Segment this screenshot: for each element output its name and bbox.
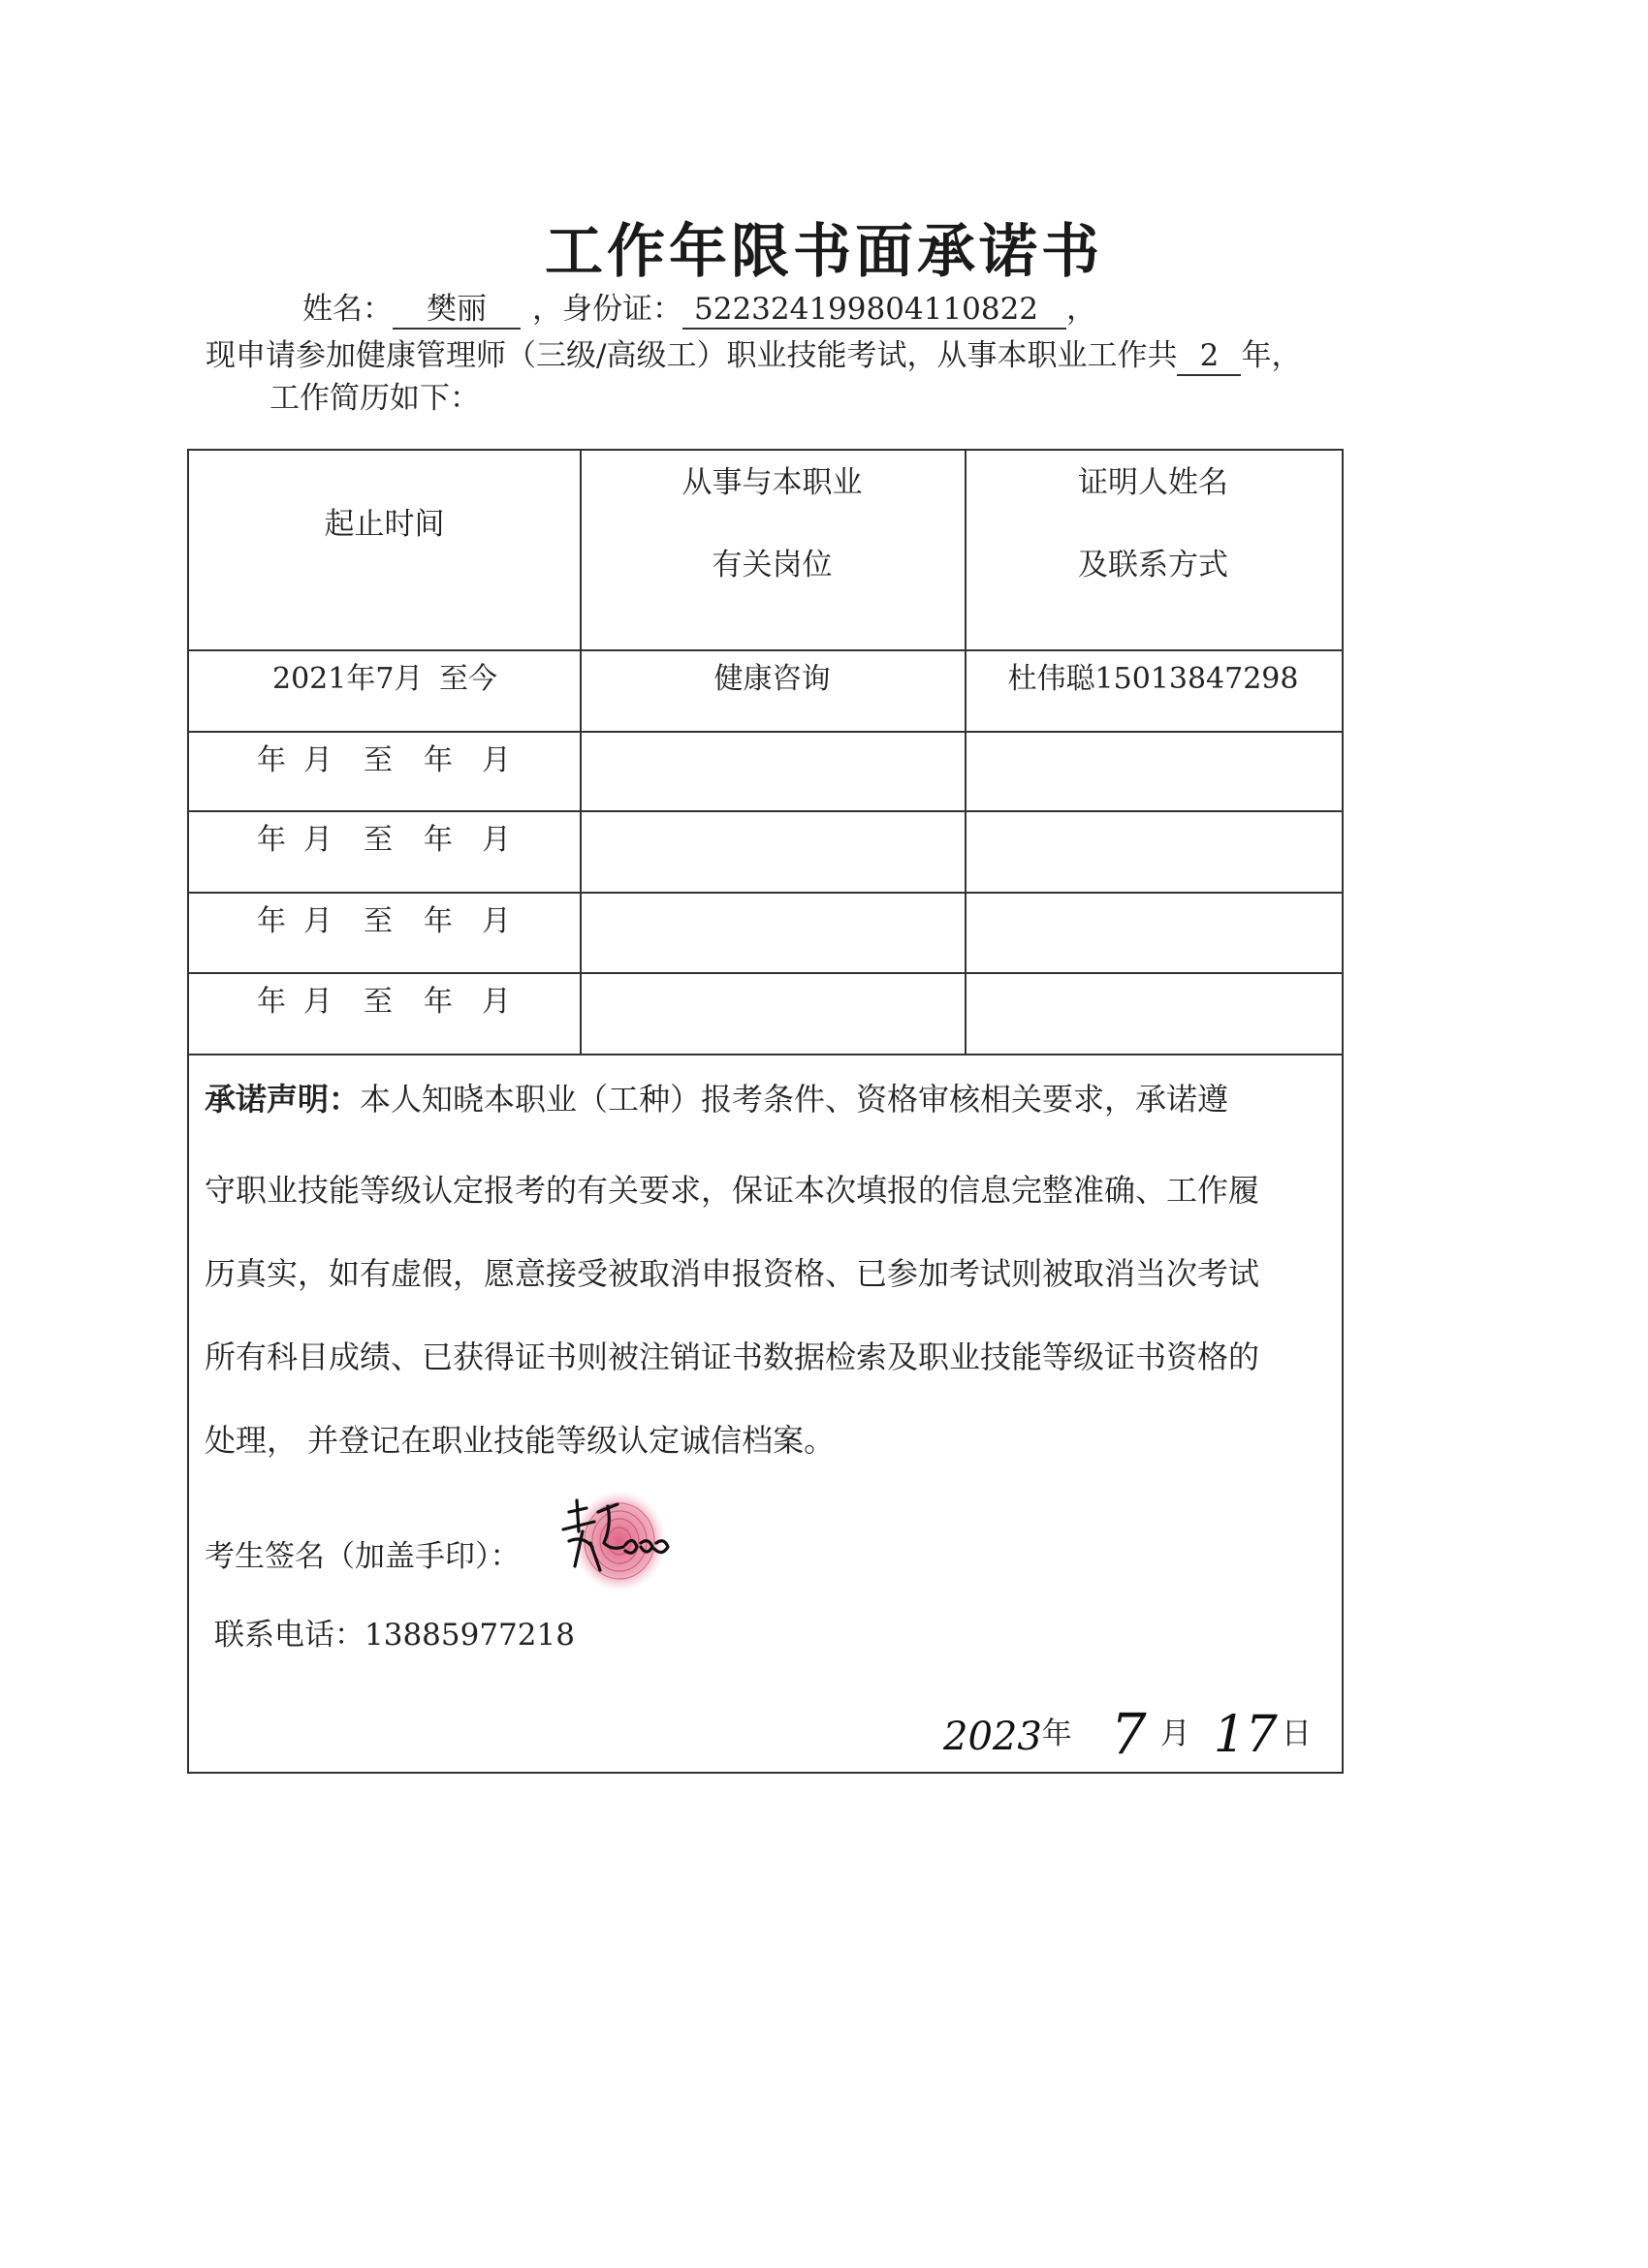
- signature-label: 考生签名（加盖手印）：: [205, 1539, 521, 1574]
- document-title: 工作年限书面承诺书: [545, 218, 1103, 286]
- phone-value: 13885977218: [364, 1618, 575, 1653]
- date-day-label: 日: [1281, 1717, 1312, 1751]
- trailing-comma: ，: [1066, 292, 1096, 327]
- name-value: 樊丽: [393, 291, 521, 330]
- date-year-label: 年: [1041, 1717, 1072, 1751]
- date-month-label: 月: [1159, 1717, 1190, 1751]
- date-month-handwritten: 7: [1110, 1701, 1147, 1767]
- intro-suffix: 年，: [1241, 338, 1302, 373]
- declaration: [205, 1077, 1329, 1463]
- row1-position: 健康咨询: [713, 662, 831, 696]
- intro-line: [206, 331, 1301, 376]
- form-frame: 起止时间 从事与本职业 有关岗位 证明人姓名 及联系方式 2021年7月 至今 健康咨询 杜伟聪15013847298 年 月 至 年 月 年 月 至 年 月 年 月 至 年 月 年 月 至 年 月 承诺声明：本人知晓本职业（工种）报考条件、资格审核相关要求，承诺遵 守职业技能等级认定报考的有关要求，保证本次填报的信息完整准确、工作履 历真实，如有虚假，愿意接受被取消申报资格、已参加考试则被取消当次考试 所有科目成绩、已获得证书则被注销证书数据检索及职业技能等级证书资格的 处理， 并登记在职业技能等级认定诚信档案。 考生签名（加盖手印）： 联系电话：13885977218 2023年 7 月 17 日: [187, 449, 1344, 1774]
- phone-line: [214, 1610, 575, 1654]
- header-witness-line1: 证明人姓名: [1078, 465, 1228, 500]
- date-line: [943, 1691, 1312, 1767]
- declaration-line: 本人知晓本职业（工种）报考条件、资格审核相关要求，承诺遵: [360, 1081, 1229, 1118]
- row1-period-start: 2021年7月: [272, 662, 424, 696]
- declaration-line: 守职业技能等级认定报考的有关要求，保证本次填报的信息完整准确、工作履: [205, 1172, 1260, 1209]
- header-position-line1: 从事与本职业: [681, 465, 863, 500]
- resume-heading: 工作简历如下：: [269, 381, 480, 416]
- phone-label: 联系电话：: [214, 1618, 364, 1653]
- signature-fingerprint: [540, 1483, 705, 1599]
- date-year-handwritten: 2023: [943, 1715, 1042, 1759]
- years-value: 2: [1177, 337, 1241, 376]
- declaration-line: 处理， 并登记在职业技能等级认定诚信档案。: [205, 1422, 836, 1459]
- declaration-line: 所有科目成绩、已获得证书则被注销证书数据检索及职业技能等级证书资格的: [205, 1339, 1260, 1375]
- declaration-line: 历真实，如有虚假，愿意接受被取消申报资格、已参加考试则被取消当次考试: [205, 1255, 1260, 1292]
- header-witness-line2: 及联系方式: [1078, 548, 1228, 583]
- intro-prefix: 现申请参加健康管理师（三级/高级工）职业技能考试，从事本职业工作共: [206, 338, 1178, 373]
- id-label: ，身份证：: [532, 292, 682, 327]
- date-day-handwritten: 17: [1213, 1706, 1278, 1764]
- applicant-line: [302, 284, 1096, 330]
- header-position-line2: 有关岗位: [712, 548, 833, 583]
- declaration-label: 承诺声明：: [205, 1081, 361, 1118]
- row1-witness: 杜伟聪15013847298: [1007, 662, 1299, 696]
- id-value: 522324199804110822: [682, 291, 1066, 330]
- row1-period-end: 至今: [439, 662, 497, 696]
- name-label: 姓名：: [302, 292, 393, 327]
- header-period: 起止时间: [324, 507, 445, 542]
